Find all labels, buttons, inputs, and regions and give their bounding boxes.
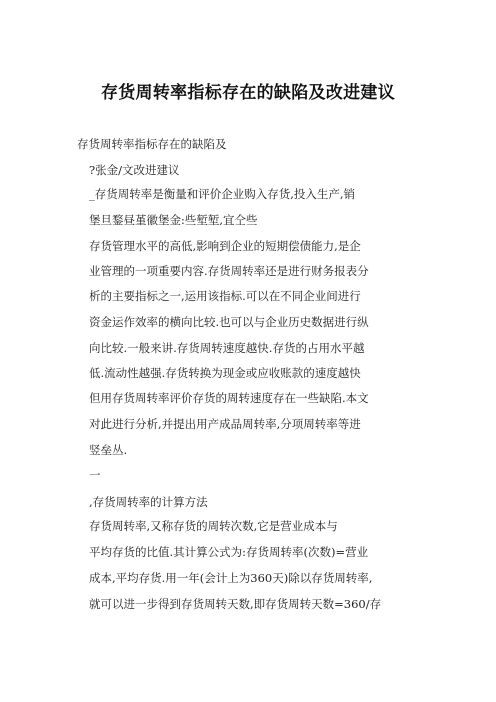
text-line: 向比较.一般来讲.存货周转速度越快.存货的占用水平越 (89, 341, 365, 355)
text-line: 存货管理水平的高低,影响到企业的短期偿债能力,是企 (89, 239, 361, 253)
text-line: 一 (89, 468, 101, 482)
document-title: 存货周转率指标存在的缺陷及改进建议 (100, 83, 396, 103)
text-line: 析的主要指标之一,运用该指标.可以在不同企业间进行 (89, 289, 361, 303)
text-line: 堡旦鍪昼堇徽堡金:些堑堑,宜仝些 (89, 213, 258, 227)
text-line: 竖垒丛. (89, 443, 128, 457)
text-line: 资金运作效率的横向比较.也可以与企业历史数据进行纵 (89, 315, 369, 329)
section-heading: ,存货周转率的计算方法 (89, 495, 208, 509)
text-line: _存货周转率是衡量和评价企业购入存货,投入生产,销 (89, 187, 356, 201)
text-line: 对此进行分析,并提出用产成品周转率,分项周转率等进 (89, 417, 361, 431)
text-line: 业管理的一项重要内容.存货周转率还是进行财务报表分 (89, 264, 369, 278)
text-line: 存货周转率,又称存货的周转次数,它是营业成本与 (89, 519, 338, 533)
text-line: ?张金/文改进建议 (89, 163, 180, 177)
text-line: 就可以进一步得到存货周转天数,即存货周转天数=360/存 (89, 597, 382, 611)
text-line: 平均存货的比值.其计算公式为:存货周转率(次数)=营业 (89, 545, 369, 559)
text-line: 成本,平均存货.用一年(会计上为360天)除以存货周转率, (89, 571, 373, 585)
text-line: 低.流动性越强.存货转换为现金或应收账款的速度越快 (89, 366, 361, 380)
text-line: 但用存货周转率评价存货的周转速度存在一些缺陷.本文 (89, 391, 369, 405)
text-line: 存货周转率指标存在的缺陷及 (77, 137, 227, 151)
